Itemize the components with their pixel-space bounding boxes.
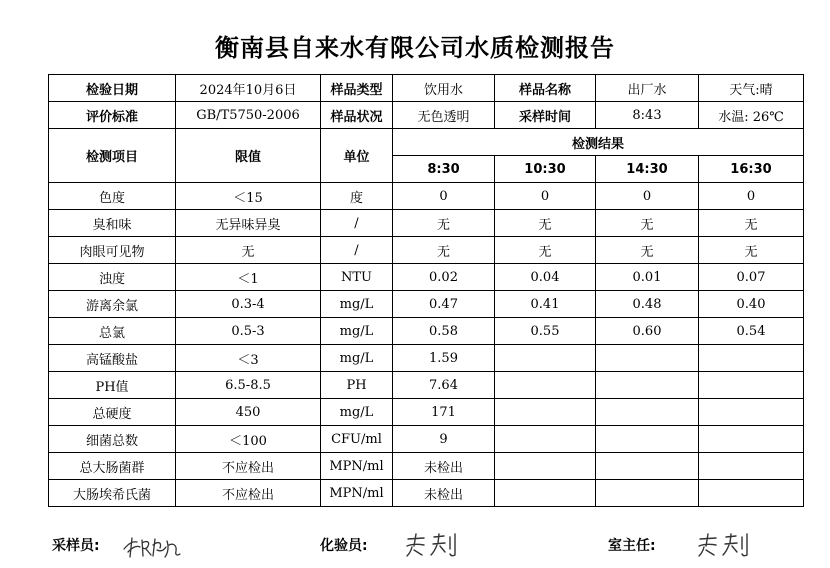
table-row bbox=[49, 453, 804, 480]
result-value bbox=[495, 480, 596, 507]
type-value: 饮用水 bbox=[393, 75, 495, 102]
header-row-2 bbox=[49, 102, 804, 129]
result-value bbox=[699, 345, 804, 372]
unit-value: CFU/ml bbox=[321, 426, 393, 453]
table-row bbox=[49, 183, 804, 210]
type-label: 样品类型 bbox=[321, 75, 393, 102]
unit-value: PH bbox=[321, 372, 393, 399]
item-name: 总硬度 bbox=[49, 399, 176, 426]
sampler-signature bbox=[122, 533, 184, 561]
condition-label: 样品状况 bbox=[321, 102, 393, 129]
table-row bbox=[49, 318, 804, 345]
result-value: 0 bbox=[596, 183, 699, 210]
table-row bbox=[49, 372, 804, 399]
limit-value: 不应检出 bbox=[176, 480, 321, 507]
header-row-1 bbox=[49, 75, 804, 102]
result-value: 0.01 bbox=[596, 264, 699, 291]
result-value: 0.04 bbox=[495, 264, 596, 291]
time-header: 10:30 bbox=[495, 156, 596, 183]
result-value: 无 bbox=[393, 237, 495, 264]
result-value bbox=[699, 453, 804, 480]
limit-value: 450 bbox=[176, 399, 321, 426]
limit-value: 0.3-4 bbox=[176, 291, 321, 318]
director-signature bbox=[696, 531, 752, 559]
result-value bbox=[495, 345, 596, 372]
unit-value: / bbox=[321, 237, 393, 264]
time-header: 16:30 bbox=[699, 156, 804, 183]
result-value bbox=[699, 399, 804, 426]
limit-column-header: 限值 bbox=[176, 129, 321, 183]
result-value: 9 bbox=[393, 426, 495, 453]
item-column-header: 检测项目 bbox=[49, 129, 176, 183]
unit-value: NTU bbox=[321, 264, 393, 291]
table-row bbox=[49, 399, 804, 426]
column-header-row bbox=[49, 129, 804, 156]
table-row bbox=[49, 291, 804, 318]
result-value: 0.54 bbox=[699, 318, 804, 345]
result-value bbox=[699, 426, 804, 453]
result-value bbox=[596, 426, 699, 453]
limit-value: 无 bbox=[176, 237, 321, 264]
result-value: 0 bbox=[393, 183, 495, 210]
result-value bbox=[596, 480, 699, 507]
report-table bbox=[48, 74, 804, 507]
name-label: 样品名称 bbox=[495, 75, 596, 102]
water-temp-value: 水温: 26℃ bbox=[699, 102, 804, 129]
result-value bbox=[495, 399, 596, 426]
inspector-label: 化验员: bbox=[320, 538, 368, 554]
result-value: 0.55 bbox=[495, 318, 596, 345]
condition-value: 无色透明 bbox=[393, 102, 495, 129]
item-name: 高锰酸盐 bbox=[49, 345, 176, 372]
unit-value: MPN/ml bbox=[321, 453, 393, 480]
unit-value: mg/L bbox=[321, 318, 393, 345]
limit-value: ＜3 bbox=[176, 345, 321, 372]
sampler-label: 采样员: bbox=[52, 538, 100, 554]
result-value: 0.47 bbox=[393, 291, 495, 318]
result-value: 1.59 bbox=[393, 345, 495, 372]
table-row bbox=[49, 426, 804, 453]
result-value bbox=[596, 372, 699, 399]
limit-value: ＜100 bbox=[176, 426, 321, 453]
date-value: 2024年10月6日 bbox=[176, 75, 321, 102]
item-name: 浊度 bbox=[49, 264, 176, 291]
unit-value: mg/L bbox=[321, 399, 393, 426]
result-value: 0.58 bbox=[393, 318, 495, 345]
limit-value: 不应检出 bbox=[176, 453, 321, 480]
sampling-value: 8:43 bbox=[596, 102, 699, 129]
item-name: 色度 bbox=[49, 183, 176, 210]
result-value: 无 bbox=[699, 237, 804, 264]
result-value: 无 bbox=[596, 237, 699, 264]
result-value: 0.02 bbox=[393, 264, 495, 291]
result-value bbox=[495, 453, 596, 480]
result-value: 无 bbox=[699, 210, 804, 237]
sampling-label: 采样时间 bbox=[495, 102, 596, 129]
result-value: 171 bbox=[393, 399, 495, 426]
unit-value: / bbox=[321, 210, 393, 237]
result-value: 7.64 bbox=[393, 372, 495, 399]
result-value: 0.60 bbox=[596, 318, 699, 345]
result-value: 无 bbox=[393, 210, 495, 237]
table-row bbox=[49, 264, 804, 291]
result-value: 无 bbox=[596, 210, 699, 237]
unit-column-header: 单位 bbox=[321, 129, 393, 183]
result-value: 未检出 bbox=[393, 453, 495, 480]
item-name: PH值 bbox=[49, 372, 176, 399]
director-label: 室主任: bbox=[608, 538, 656, 554]
inspector-signature bbox=[404, 531, 460, 559]
result-value: 无 bbox=[495, 210, 596, 237]
result-value: 0.48 bbox=[596, 291, 699, 318]
item-name: 臭和味 bbox=[49, 210, 176, 237]
time-header: 8:30 bbox=[393, 156, 495, 183]
name-value: 出厂水 bbox=[596, 75, 699, 102]
table-row bbox=[49, 480, 804, 507]
item-name: 总大肠菌群 bbox=[49, 453, 176, 480]
unit-value: mg/L bbox=[321, 345, 393, 372]
result-value: 未检出 bbox=[393, 480, 495, 507]
result-value bbox=[596, 399, 699, 426]
unit-value: MPN/ml bbox=[321, 480, 393, 507]
report-title: 衡南县自来水有限公司水质检测报告 bbox=[215, 34, 615, 62]
weather-value: 天气:晴 bbox=[699, 75, 804, 102]
limit-value: 0.5-3 bbox=[176, 318, 321, 345]
result-value: 0 bbox=[495, 183, 596, 210]
item-name: 细菌总数 bbox=[49, 426, 176, 453]
result-value: 0 bbox=[699, 183, 804, 210]
result-value: 0.07 bbox=[699, 264, 804, 291]
result-value bbox=[699, 372, 804, 399]
table-row bbox=[49, 345, 804, 372]
result-value bbox=[699, 480, 804, 507]
item-name: 大肠埃希氏菌 bbox=[49, 480, 176, 507]
result-value bbox=[495, 372, 596, 399]
limit-value: ＜15 bbox=[176, 183, 321, 210]
result-value bbox=[596, 345, 699, 372]
date-label: 检验日期 bbox=[49, 75, 176, 102]
standard-value: GB/T5750-2006 bbox=[176, 102, 321, 129]
limit-value: ＜1 bbox=[176, 264, 321, 291]
table-row bbox=[49, 237, 804, 264]
limit-value: 6.5-8.5 bbox=[176, 372, 321, 399]
results-column-header: 检测结果 bbox=[393, 129, 804, 156]
item-name: 肉眼可见物 bbox=[49, 237, 176, 264]
limit-value: 无异味异臭 bbox=[176, 210, 321, 237]
standard-label: 评价标准 bbox=[49, 102, 176, 129]
result-value bbox=[596, 453, 699, 480]
table-row bbox=[49, 210, 804, 237]
unit-value: mg/L bbox=[321, 291, 393, 318]
unit-value: 度 bbox=[321, 183, 393, 210]
item-name: 总氯 bbox=[49, 318, 176, 345]
result-value: 无 bbox=[495, 237, 596, 264]
time-header: 14:30 bbox=[596, 156, 699, 183]
item-name: 游离余氯 bbox=[49, 291, 176, 318]
result-value: 0.41 bbox=[495, 291, 596, 318]
result-value bbox=[495, 426, 596, 453]
result-value: 0.40 bbox=[699, 291, 804, 318]
